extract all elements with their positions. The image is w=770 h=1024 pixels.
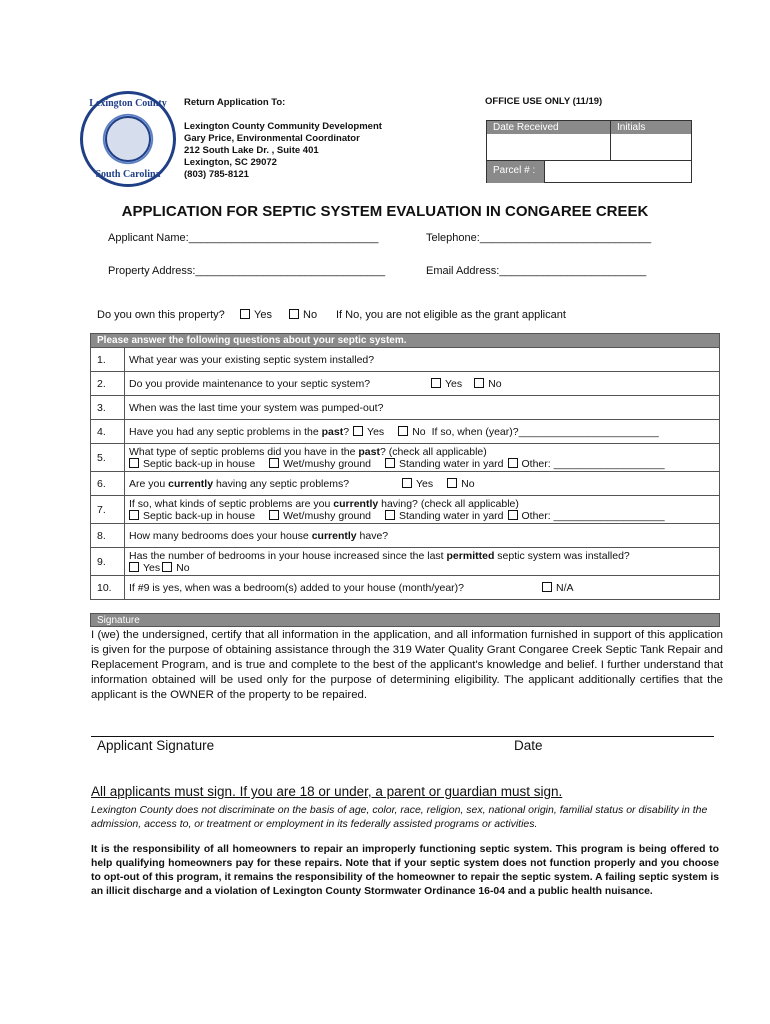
q7-standing-water-label: Standing water in yard <box>399 509 504 522</box>
question-cell <box>125 548 720 576</box>
initials-cell[interactable] <box>611 121 691 161</box>
parcel-label: Parcel # : <box>487 161 545 183</box>
telephone-field[interactable]: Telephone:____________________________ <box>426 232 652 244</box>
question-emphasis: currently <box>311 529 357 542</box>
question-number: 8. <box>91 524 125 548</box>
question-cell <box>125 444 720 472</box>
question-emphasis: currently <box>333 497 379 510</box>
question-text-end: having any septic problems? <box>213 477 350 490</box>
q2-yes-label: Yes <box>445 377 463 390</box>
question-cell <box>125 472 720 496</box>
question-number: 4. <box>91 420 125 444</box>
question-number: 5. <box>91 444 125 472</box>
question-text-end: septic system was installed? <box>494 549 630 562</box>
signature-line[interactable] <box>91 736 714 737</box>
question-row-8 <box>91 524 720 548</box>
nondiscrimination-statement: Lexington County does not discriminate on the basis of age, color, race, religion, sex, national origin, familial status or disability in the admission, access to, or treatment or employment in its federally assisted programs or activities. <box>91 804 708 830</box>
question-number: 2. <box>91 372 125 396</box>
q7-other-field[interactable]: Other: ___________________ <box>521 509 665 522</box>
q6-yes-checkbox[interactable] <box>402 478 412 488</box>
question-row-3 <box>91 396 720 420</box>
date-label: Date <box>514 738 543 753</box>
q4-year-field[interactable]: If so, when (year)?________________________ <box>431 425 659 438</box>
q4-yes-label: Yes <box>367 425 385 438</box>
office-use-box <box>486 120 692 183</box>
question-cell <box>125 496 720 524</box>
question-cell <box>125 372 720 396</box>
q6-yes-label: Yes <box>416 477 434 490</box>
question-text-end: ? (check all applicable) <box>379 445 487 458</box>
county-seal-logo <box>80 91 176 187</box>
responsibility-statement: It is the responsibility of all homeowners to repair an improperly functioning septic system. This program is being offered to help qualifying homeowners pay for these repairs. Note that if your septic system does not function properly and you choose to opt-out of this program, it remains the responsibility of the homeowner to repair the septic system. A failing septic system is an illicit discharge and a violation of Lexington County Stormwater Ordinance 16-04 and a public health nuisance. <box>91 844 719 897</box>
office-use-title: OFFICE USE ONLY (11/19) <box>485 96 603 107</box>
question-number: 9. <box>91 548 125 576</box>
own-eligibility-note: If No, you are not eligible as the grant applicant <box>336 309 566 321</box>
question-text: What year was your existing septic system installed? <box>125 348 720 372</box>
own-yes-option[interactable] <box>240 309 272 321</box>
question-text-end: have? <box>356 529 389 542</box>
own-no-option[interactable] <box>289 309 317 321</box>
q2-no-checkbox[interactable] <box>474 378 484 388</box>
q6-no-checkbox[interactable] <box>447 478 457 488</box>
seal-emblem-icon <box>105 116 151 162</box>
question-number: 7. <box>91 496 125 524</box>
question-cell <box>125 524 720 548</box>
question-text: Have you had any septic problems in the <box>129 425 322 438</box>
questions-table <box>90 333 720 600</box>
question-row-2 <box>91 372 720 396</box>
form-title: APPLICATION FOR SEPTIC SYSTEM EVALUATION IN CONGAREE CREEK <box>121 203 649 220</box>
date-received-cell[interactable] <box>487 121 611 161</box>
question-number: 6. <box>91 472 125 496</box>
initials-label: Initials <box>611 121 691 134</box>
q4-yes-checkbox[interactable] <box>353 426 363 436</box>
q9-no-label: No <box>176 561 190 574</box>
q5-standing-water-label: Standing water in yard <box>399 457 504 470</box>
q10-na-label: N/A <box>556 581 574 594</box>
question-emphasis: past <box>358 445 380 458</box>
question-text: If #9 is yes, when was a bedroom(s) added to your house (month/year)? <box>129 581 465 594</box>
q9-no-checkbox[interactable] <box>162 562 172 572</box>
q7-backup-checkbox[interactable] <box>129 510 139 520</box>
property-address-field[interactable]: Property Address:_______________________________ <box>108 265 386 277</box>
applicant-signature-label: Applicant Signature <box>97 738 215 753</box>
q7-wet-label: Wet/mushy ground <box>283 509 372 522</box>
question-number: 10. <box>91 576 125 600</box>
certification-text: I (we) the undersigned, certify that all information in the application, and all information furnished in support of this application is given for the purpose of obtaining assistance through the 319 Water Quality Grant Congaree Creek Septic Tank Repair and Replacement Program, and is true and complete to the best of the applicant's knowledge and belief. I further understand that information obtained will be used only for the purpose of determining eligibility. The applicant additionally certifies that the applicant is the OWNER of the property to be repaired. <box>91 629 723 701</box>
question-text: Has the number of bedrooms in your house increased since the last <box>129 549 447 562</box>
question-row-10 <box>91 576 720 600</box>
q2-yes-checkbox[interactable] <box>431 378 441 388</box>
question-text: Are you <box>129 477 169 490</box>
q7-other-checkbox[interactable] <box>508 510 518 520</box>
question-text: If so, what kinds of septic problems are you <box>129 497 334 510</box>
question-row-1 <box>91 348 720 372</box>
return-address-line-5: (803) 785-8121 <box>184 169 249 180</box>
question-cell <box>125 576 720 600</box>
own-yes-label: Yes <box>254 309 272 321</box>
q7-backup-label: Septic back-up in house <box>143 509 256 522</box>
return-address-line-1: Lexington County Community Development <box>184 121 382 132</box>
question-cell <box>125 420 720 444</box>
q4-no-label: No <box>412 425 426 438</box>
date-received-label: Date Received <box>487 121 610 134</box>
q5-wet-checkbox[interactable] <box>269 458 279 468</box>
question-text-end: ? <box>343 425 350 438</box>
q5-backup-checkbox[interactable] <box>129 458 139 468</box>
q5-wet-label: Wet/mushy ground <box>283 457 372 470</box>
q9-yes-label: Yes <box>143 561 161 574</box>
question-row-7 <box>91 496 720 524</box>
question-row-4 <box>91 420 720 444</box>
q5-backup-label: Septic back-up in house <box>143 457 256 470</box>
own-no-checkbox[interactable] <box>289 309 299 319</box>
q2-no-label: No <box>488 377 502 390</box>
return-address-line-3: 212 South Lake Dr. , Suite 401 <box>184 145 319 156</box>
q9-yes-checkbox[interactable] <box>129 562 139 572</box>
question-emphasis: permitted <box>446 549 495 562</box>
q7-standing-water-checkbox[interactable] <box>385 510 395 520</box>
seal-bottom-text: South Carolina <box>95 169 161 180</box>
question-number: 3. <box>91 396 125 420</box>
q6-no-label: No <box>461 477 475 490</box>
signature-header: Signature <box>90 613 720 627</box>
question-emphasis: currently <box>168 477 214 490</box>
q5-other-checkbox[interactable] <box>508 458 518 468</box>
applicant-name-field[interactable]: Applicant Name:_______________________________ <box>108 232 379 244</box>
question-row-9 <box>91 548 720 576</box>
email-address-field[interactable]: Email Address:________________________ <box>426 265 647 277</box>
q5-other-field[interactable]: Other: ___________________ <box>521 457 665 470</box>
must-sign-notice: All applicants must sign. If you are 18 or under, a parent or guardian must sign. <box>91 784 563 799</box>
own-yes-checkbox[interactable] <box>240 309 250 319</box>
return-address-line-2: Gary Price, Environmental Coordinator <box>184 133 360 144</box>
questions-header: Please answer the following questions about your septic system. <box>91 334 720 348</box>
return-address-line-4: Lexington, SC 29072 <box>184 157 277 168</box>
q7-wet-checkbox[interactable] <box>269 510 279 520</box>
q10-na-checkbox[interactable] <box>542 582 552 592</box>
question-text: Do you provide maintenance to your septic system? <box>129 377 371 390</box>
question-number: 1. <box>91 348 125 372</box>
seal-top-text: Lexington County <box>89 98 167 109</box>
question-row-5 <box>91 444 720 472</box>
question-text: How many bedrooms does your house <box>129 529 312 542</box>
own-property-question: Do you own this property? <box>97 309 225 321</box>
q5-standing-water-checkbox[interactable] <box>385 458 395 468</box>
question-row-6 <box>91 472 720 496</box>
return-to-label: Return Application To: <box>184 97 286 108</box>
question-text: What type of septic problems did you have in the <box>129 445 359 458</box>
question-text-end: having? (check all applicable) <box>378 497 519 510</box>
question-text: When was the last time your system was pumped-out? <box>125 396 720 420</box>
own-no-label: No <box>303 309 318 321</box>
question-emphasis: past <box>321 425 344 438</box>
q4-no-checkbox[interactable] <box>398 426 408 436</box>
